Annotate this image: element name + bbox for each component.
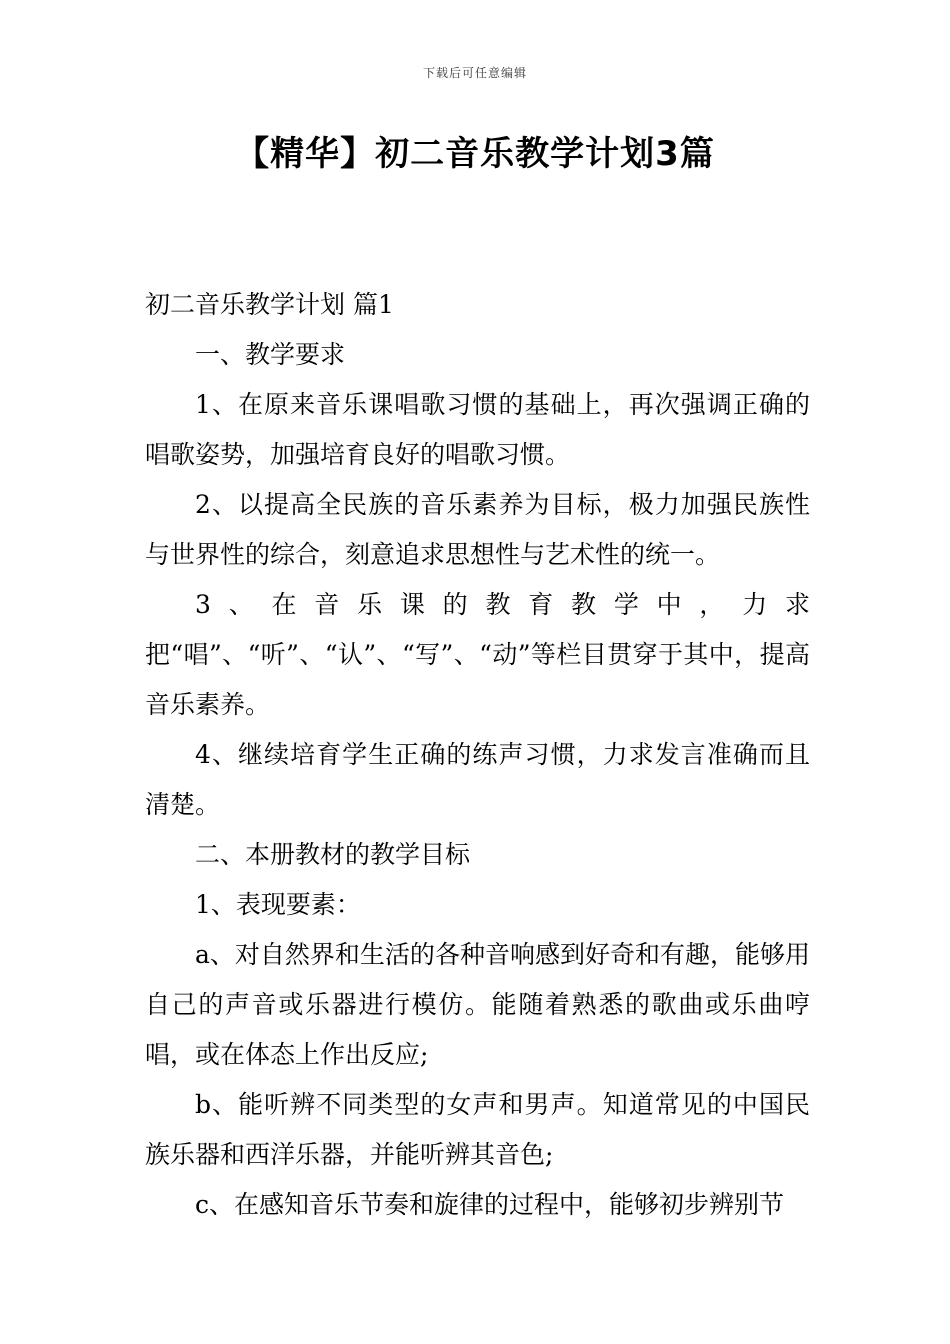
paragraph: 2、以提高全民族的音乐素养为目标，极力加强民族性与世界性的综合，刻意追求思想性与艺术性的统一。: [145, 490, 810, 569]
paragraph: 1、在原来音乐课唱歌习惯的基础上，再次强调正确的唱歌姿势，加强培育良好的唱歌习惯。: [145, 390, 810, 469]
paragraph: 4、继续培育学生正确的练声习惯，力求发言准确而且清楚。: [145, 740, 810, 819]
paragraph-heading-2: 二、本册教材的教学目标: [195, 840, 471, 869]
paragraph: c、在感知音乐节奏和旋律的过程中，能够初步辨别节: [195, 1190, 785, 1219]
paragraph: 3、在音乐课的教育教学中，力求把“唱”、“听”、“认”、“写”、“动”等栏目贯穿于其中，提高音乐素养。: [145, 590, 810, 719]
section-heading: 初二音乐教学计划 篇1: [145, 290, 394, 319]
document-body: [145, 280, 810, 1230]
paragraph: 1、表现要素：: [195, 890, 361, 919]
paragraph: a、对自然界和生活的各种音响感到好奇和有趣，能够用自己的声音或乐器进行模仿。能随着熟悉的歌曲或乐曲哼唱，或在体态上作出反应;: [145, 940, 810, 1069]
paragraph: b、能听辨不同类型的女声和男声。知道常见的中国民族乐器和西洋乐器，并能听辨其音色;: [145, 1090, 810, 1169]
header-note: 下载后可任意编辑: [422, 66, 527, 80]
paragraph-heading-1: 一、教学要求: [195, 340, 346, 369]
document-title: 【精华】初二音乐教学计划3篇: [235, 134, 715, 174]
